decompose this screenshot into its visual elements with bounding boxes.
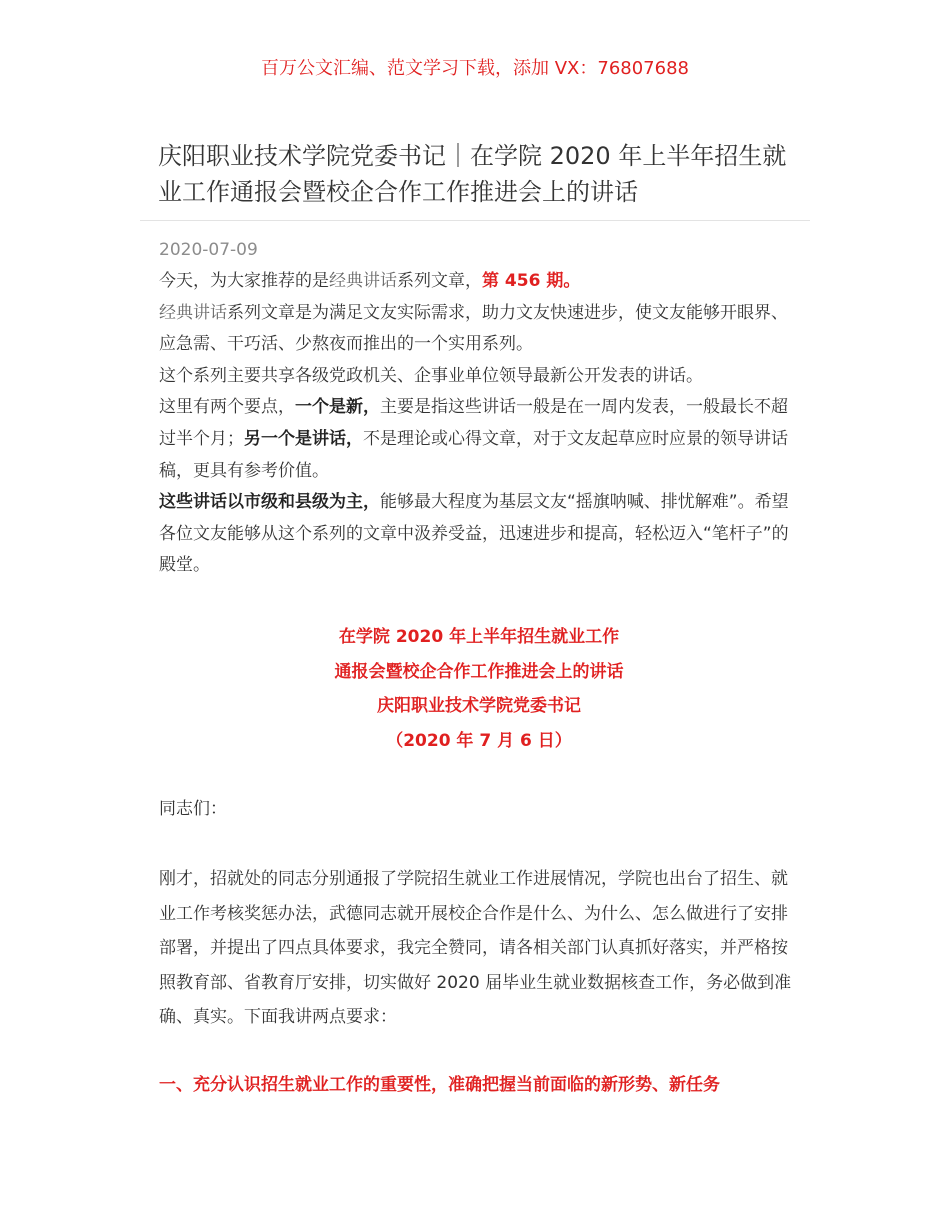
intro-paragraph-4: [159, 392, 799, 487]
publish-date: 2020-07-09: [159, 240, 258, 260]
speech-greeting: 同志们：: [159, 799, 227, 819]
title-divider: [140, 220, 810, 221]
intro-text: 系列文章是为满足文友实际需求，助力文友快速进步，使文友能够开眼界、应急需、干巧活、少熬夜而推出的一个实用系列。: [159, 302, 788, 355]
speech-paragraph-1: 刚才，招就处的同志分别通报了学院招生就业工作进展情况，学院也出台了招生、就业工作考核奖惩办法，武德同志就开展校企合作是什么、为什么、怎么做进行了安排部署，并提出了四点具体要求，我完全赞同，请各相关部门认真抓好落实，并严格按照教育部、省教育厅安排，切实做好 2020 届毕业生就业数据核查工作，务必做到准确、真实。下面我讲两点要求：: [159, 869, 792, 1028]
intro-text: 主要是指这些讲话一般是在一周内发表，一般最长不超过半个月；: [159, 397, 788, 449]
speech-title-line-2: 通报会暨校企合作工作推进会上的讲话: [334, 661, 624, 682]
intro-text: 能够最大程度为基层文友“摇旗呐喊、排忧解难”。希望各位文友能够从这个系列的文章中汲养受益，迅速进步和提高，轻松迈入“笔杆子”的殿堂。: [159, 492, 789, 576]
intro-paragraph-3: 这个系列主要共享各级党政机关、企事业单位领导最新公开发表的讲话。: [159, 365, 703, 386]
key-point-speech: 另一个是讲话，: [244, 428, 363, 449]
key-point-level: 这些讲话以市级和县级为主，: [159, 492, 380, 513]
intro-text: 这里有两个要点，: [159, 397, 295, 418]
key-point-new: 一个是新，: [295, 397, 380, 418]
intro-text: 今天，为大家推荐的是: [159, 271, 329, 291]
intro-text: 不是理论或心得文章，对于文友起草应时应景的领导讲话稿，更具有参考价值。: [159, 428, 788, 481]
speech-date: （2020 年 7 月 6 日）: [386, 730, 572, 751]
promo-banner: 百万公文汇编、范文学习下载，添加 VX：76807688: [261, 58, 689, 79]
speech-header: [159, 620, 799, 758]
intro-section: [159, 266, 799, 582]
intro-paragraph-5: [159, 487, 799, 582]
section-heading-1: 一、充分认识招生就业工作的重要性，准确把握当前面临的新形势、新任务: [159, 1075, 720, 1095]
speaker-title: 庆阳职业技术学院党委书记: [377, 696, 581, 716]
intro-text: 系列文章，: [397, 271, 482, 291]
series-name: 经典讲话: [159, 302, 227, 323]
intro-paragraph-2: [159, 298, 799, 361]
issue-number: 第 456 期。: [482, 271, 581, 291]
intro-paragraph-1: [159, 266, 799, 298]
series-name: 经典讲话: [329, 271, 397, 291]
speech-title-line-1: 在学院 2020 年上半年招生就业工作: [338, 627, 620, 647]
article-title: 庆阳职业技术学院党委书记｜在学院 2020 年上半年招生就业工作通报会暨校企合作工作推进会上的讲话: [158, 142, 787, 206]
